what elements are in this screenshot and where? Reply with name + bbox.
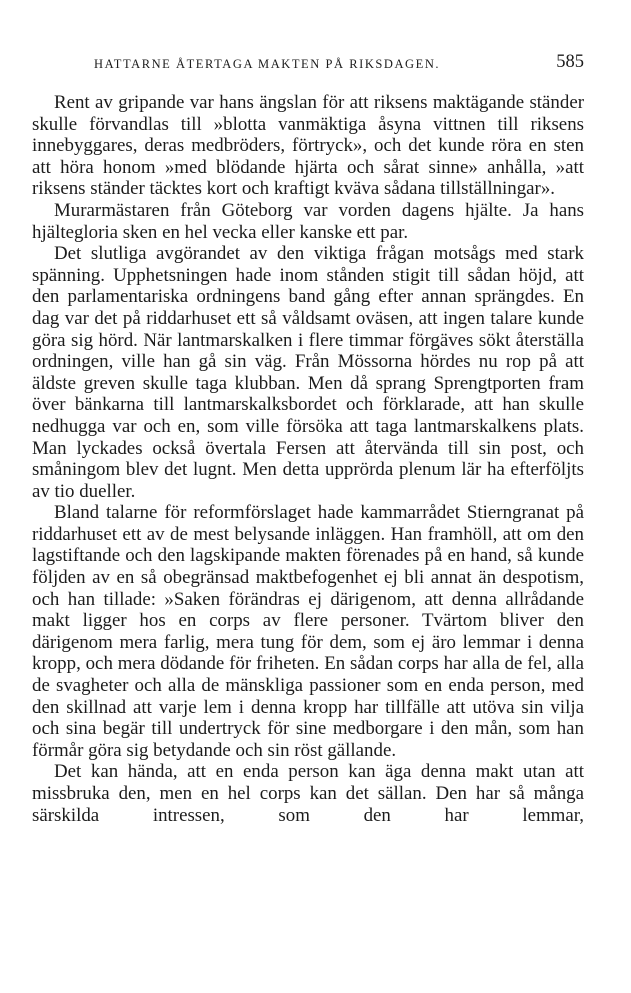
body-text xyxy=(32,92,584,826)
paragraph: Det kan hända, att en enda person kan äga denna makt utan att missbruka den, men en hel corps kan det sällan. Den har så många särskilda intressen, som den har lemmar, xyxy=(32,761,584,826)
paragraph: Murarmästaren från Göteborg var vorden dagens hjälte. Ja hans hjältegloria sken en hel vecka eller kanske ett par. xyxy=(32,199,584,243)
paragraph: Rent av gripande var hans ängslan för att riksens maktägande ständer skulle förvandlas till »blotta vanmäktiga åsyna vittnen till riksens innebyggares, deras medbröders, förtryck», och det kunde röra en sten att höra honom »med blödande hjärta och sårat sinne» anhålla, »att riksens ständer täcktes kort och kraftigt kväva sådana tillställningar». xyxy=(32,92,584,200)
page-number: 585 xyxy=(556,52,584,72)
running-title: HATTARNE ÅTERTAGA MAKTEN PÅ RIKSDAGEN. xyxy=(94,57,441,71)
paragraph: Bland talarne för reformförslaget hade kammarrådet Stierngranat på riddarhuset ett av de mest belysande inläggen. Han framhöll, att om den lagstiftande och den lagskipande makten förenades på en hand, så kunde följden av en så obegränsad maktbefogenhet ej bli annat än despotism, och han tillade: »Saken förändras ej därigenom, att denna allrådande makt ligger hos en corps av flere personer. Tvärtom bliver den därigenom mera farlig, mera tung för dem, som ej äro lemmar i denna kropp, och mera dödande för friheten. En sådan corps har alla de fel, alla de svagheter och alla de mänskliga passioner som en enda person, med den skillnad att varje lem i denna kropp har tillfälle att utöva sin vilja och sina begär till undertryck för sine medborgare i den mån, som han förmår göra sig betydande och sin röst gällande. xyxy=(32,502,584,761)
running-header xyxy=(94,52,584,76)
paragraph: Det slutliga avgörandet av den viktiga frågan motsågs med stark spänning. Upphetsningen hade inom stånden stigit till sådan höjd, att den parlamentariska ordningens band gång efter annan sprängdes. En dag var det på riddarhuset ett så våldsamt oväsen, att ingen talare kunde göra sig hörd. När lantmarskalken i flere timmar förgäves sökt återställa ordningen, ville han gå sin väg. Från Mössorna hördes nu rop på att äldste greven skulle taga klubban. Men då sprang Sprengtporten fram över bänkarna till lantmarskalksbordet och förklarade, att han skulle nedhugga var och en, som ville försöka att taga lantmarskalkens plats. Man lyckades också övertala Fersen att återvända till sin post, och småningom blev det lugnt. Men detta upprörda plenum lär ha efterföljts av tio dueller. xyxy=(32,243,584,502)
